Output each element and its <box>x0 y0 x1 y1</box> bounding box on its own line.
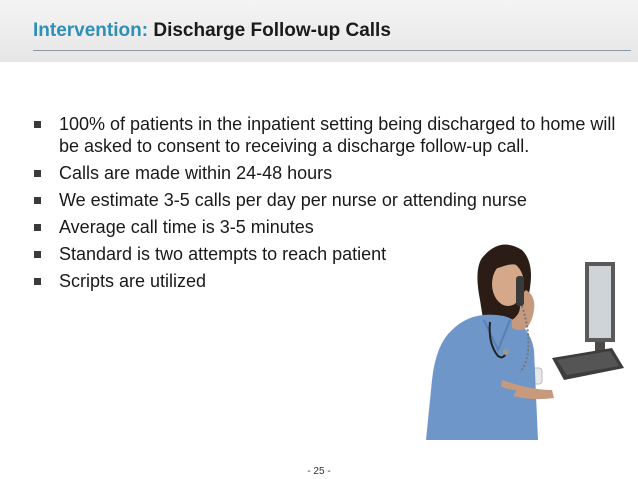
bullet-marker-icon <box>34 197 41 204</box>
bullet-marker-icon <box>34 278 41 285</box>
bullet-item <box>34 113 634 157</box>
phone-handset-icon <box>516 276 524 306</box>
nurse-on-phone-photo <box>412 240 638 440</box>
slide-title <box>33 20 391 42</box>
bullet-marker-icon <box>34 224 41 231</box>
title-text: Discharge Follow-up Calls <box>153 20 391 41</box>
bullet-text: Scripts are utilized <box>59 271 207 291</box>
bullet-marker-icon <box>34 121 41 128</box>
bullet-text: Average call time is 3-5 minutes <box>59 217 314 237</box>
bullet-text: 100% of patients in the inpatient setting being discharged to home will be asked to consent to receiving a discharge follow-up call. <box>59 114 616 156</box>
bullet-item <box>34 216 634 238</box>
bullet-marker-icon <box>34 251 41 258</box>
keyboard <box>552 348 624 380</box>
bullet-marker-icon <box>34 170 41 177</box>
bullet-text: We estimate 3-5 calls per day per nurse or attending nurse <box>59 190 527 210</box>
bullet-item <box>34 162 634 184</box>
title-divider <box>33 50 631 51</box>
bullet-text: Standard is two attempts to reach patient <box>59 244 387 264</box>
page-number: - 25 - <box>307 466 331 477</box>
bullet-item <box>34 189 634 211</box>
bullet-text: Calls are made within 24-48 hours <box>59 163 333 183</box>
computer-monitor <box>585 262 615 356</box>
title-label: Intervention: <box>33 20 149 41</box>
